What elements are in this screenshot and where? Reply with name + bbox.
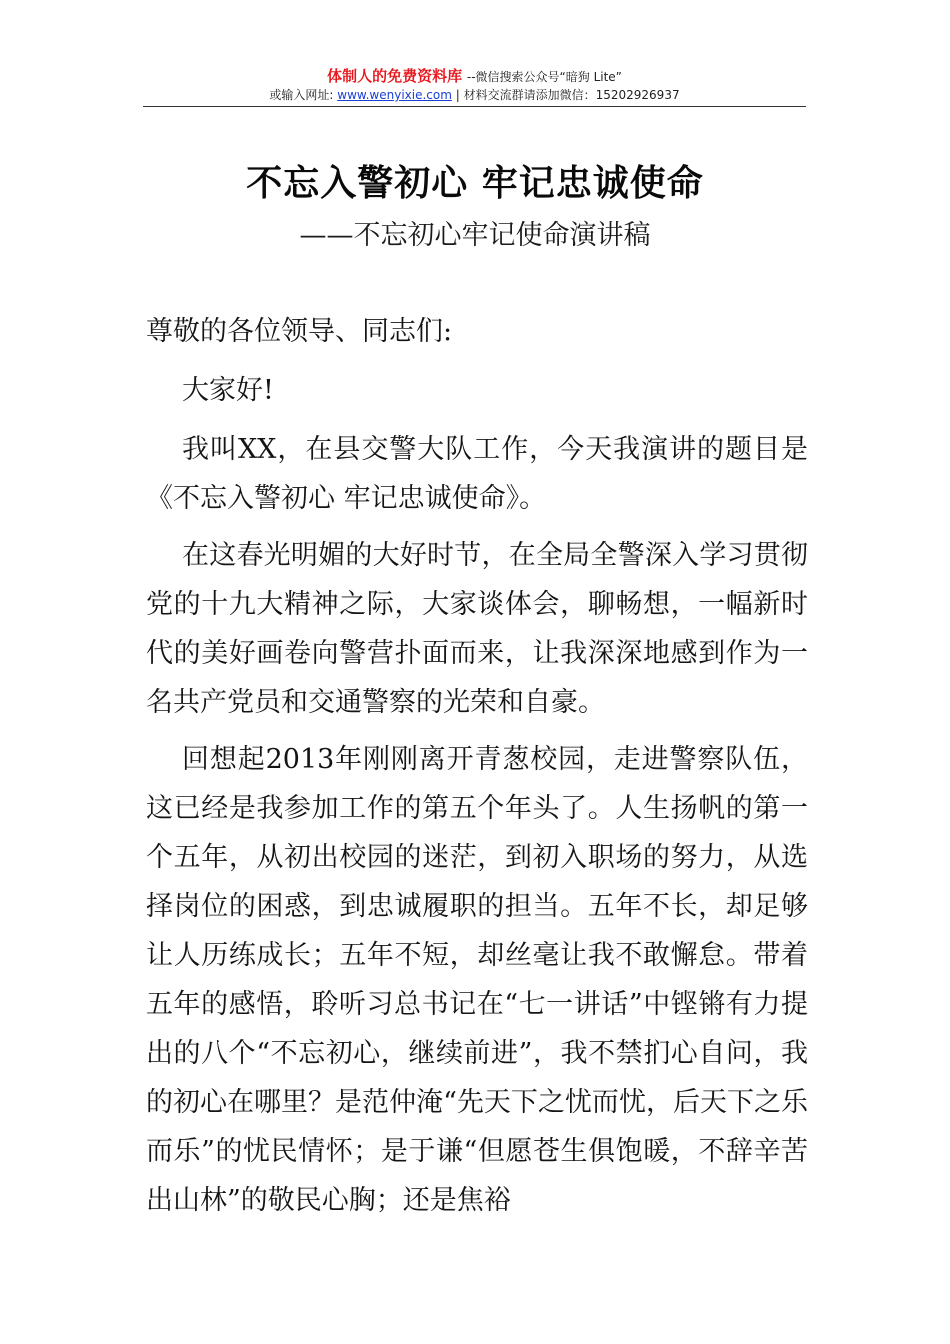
document-title: 不忘入警初心 牢记忠诚使命 bbox=[246, 163, 704, 204]
header-line-1 bbox=[143, 66, 806, 87]
header-url-prefix: 或输入网址: bbox=[269, 88, 334, 102]
document-body bbox=[146, 307, 808, 1233]
greeting: 大家好! bbox=[182, 375, 274, 406]
header-contact: | 材料交流群请添加微信：15202926937 bbox=[455, 88, 680, 102]
header-url-link[interactable]: www.wenyixie.com bbox=[337, 88, 452, 102]
salutation: 尊敬的各位领导、同志们: bbox=[146, 316, 453, 347]
paragraph-1: 我叫XX，在县交警大队工作，今天我演讲的题目是《不忘入警初心 牢记忠诚使命》。 bbox=[146, 434, 808, 514]
header-line-2 bbox=[143, 87, 806, 104]
paragraph-2: 在这春光明媚的大好时节，在全局全警深入学习贯彻党的十九大精神之际，大家谈体会，聊畅想，一幅新时代的美好画卷向警营扑面而来，让我深深地感到作为一名共产党员和交通警察的光荣和自豪。 bbox=[146, 540, 808, 718]
header-divider bbox=[143, 106, 806, 107]
paragraph-3: 回想起2013年刚刚离开青葱校园，走进警察队伍，这已经是我参加工作的第五个年头了。人生扬帆的第一个五年，从初出校园的迷茫，到初入职场的努力，从选择岗位的困惑，到忠诚履职的担当。五年不长，却足够让人历练成长；五年不短，却丝毫让我不敢懈怠。带着五年的感悟，聆听习总书记在“七一讲话”中铿锵有力提出的八个“不忘初心，继续前进”，我不禁扪心自问，我的初心在哪里？是范仲淹“先天下之忧而忧，后天下之乐而乐”的忧民情怀；是于谦“但愿苍生俱饱暖，不辞辛苦出山林”的敬民心胸；还是焦裕 bbox=[146, 744, 808, 1216]
page-header bbox=[143, 66, 806, 104]
header-wechat-note: --微信搜索公众号“暗狗 Lite” bbox=[466, 70, 622, 84]
header-brand: 体制人的免费资料库 bbox=[327, 67, 463, 85]
document-subtitle: ——不忘初心牢记使命演讲稿 bbox=[299, 220, 651, 251]
